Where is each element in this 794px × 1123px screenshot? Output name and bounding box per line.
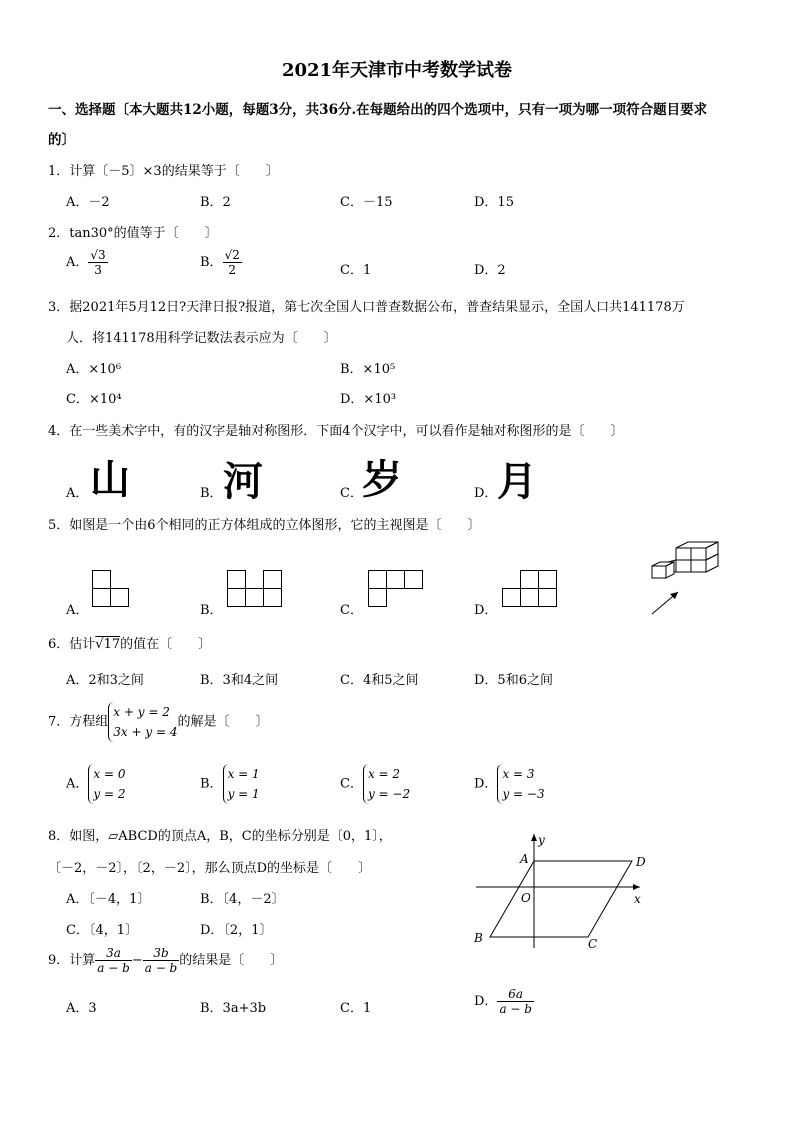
label-b: B (474, 931, 483, 945)
q7-option-c (340, 764, 410, 804)
q4-option-b: B． (200, 486, 223, 501)
q9-option-a: A．3 (66, 1001, 97, 1016)
q5-stem: 5．如图是一个由6个相同的正方体组成的立体图形，它的主视图是〔 〕 (48, 518, 481, 533)
q9-option-b: B．3a+3b (200, 1001, 267, 1016)
label-c: C (588, 937, 598, 951)
system-line: y = 1 (227, 787, 260, 801)
q3-stem-line1: 3．据2021年5月12日?天津日报?报道，第七次全国人口普查数据公布，普查结果显示，全国人口共141178万 (48, 300, 685, 315)
q5-option-c-figure (368, 570, 426, 608)
q8-option-c: C．〔4，1〕 (66, 923, 138, 938)
q7-option-a-system (88, 764, 125, 804)
q1-option-d: D．15 (474, 195, 514, 210)
q7-stem-post: 的解是〔 〕 (177, 714, 269, 730)
system-line: y = −2 (367, 787, 411, 801)
q7-option-b-system (223, 764, 260, 804)
q1-option-c: C．－15 (340, 195, 393, 210)
q7-stem-pre: 7．方程组 (48, 714, 109, 730)
q4-option-c: C． (340, 486, 363, 501)
q9-option-d-label: D． (474, 994, 498, 1009)
q7-option-b-label: B． (200, 776, 223, 792)
q5-solid-figure (648, 540, 748, 620)
q2-option-c: C．1 (340, 263, 372, 278)
q2-option-a-fraction (88, 248, 107, 277)
section-heading-line2: 的〕 (48, 132, 75, 148)
fraction-numerator: 3b (143, 946, 180, 961)
q7-equation-2: 3x + y = 4 (113, 725, 178, 739)
q8-option-b: B．〔4，－2〕 (200, 892, 285, 907)
fraction-numerator: √2 (224, 248, 240, 262)
q4-char-shan: 山 (90, 457, 130, 503)
fraction-denominator: 3 (94, 263, 102, 277)
q7-option-c-system (363, 764, 410, 804)
system-line: x = 3 (502, 767, 535, 781)
fraction-denominator: a − b (144, 961, 178, 975)
system-line: x = 2 (367, 767, 401, 781)
q9-fraction-1 (95, 946, 132, 975)
q5-option-d-figure (502, 570, 560, 608)
label-d: D (636, 855, 646, 869)
q7-option-a-label: A． (66, 776, 89, 792)
q4-char-sui: 岁 (362, 457, 402, 503)
q5-option-b-figure (227, 570, 285, 608)
parallelogram (490, 861, 632, 937)
x-axis-arrow (633, 884, 640, 890)
q3-option-b: B．×10⁵ (340, 362, 396, 377)
q7-equation-1: x + y = 2 (113, 705, 170, 719)
q8-stem-line1: 8．如图，▱ABCD的顶点A，B，C的坐标分别是〔0，1〕， (48, 829, 392, 844)
q9-stem (48, 946, 283, 975)
q9-stem-pre: 9．计算 (48, 953, 96, 968)
q9-option-d-fraction (497, 987, 534, 1016)
q8-stem-line2: 〔－2，－2〕，〔2，－2〕，那么顶点D的坐标是〔 〕 (48, 861, 372, 876)
q4-stem: 4．在一些美术字中，有的汉字是轴对称图形．下面4个汉字中，可以看作是轴对称图形的是〔 〕 (48, 424, 624, 439)
label-a: A (520, 852, 529, 866)
q7-option-a (66, 764, 126, 804)
q8-option-a: A．〔－4，1〕 (66, 892, 151, 907)
q3-option-c: C．×10⁴ (66, 392, 122, 407)
q6-radical: √17 (95, 637, 121, 652)
fraction-numerator: √3 (90, 248, 106, 262)
q7-stem (48, 702, 268, 742)
q2-option-b-label: B． (200, 255, 223, 270)
q3-option-a: A．×10⁶ (66, 362, 122, 377)
q6-option-d: D．5和6之间 (474, 673, 553, 688)
fraction-numerator: 6a (497, 987, 534, 1002)
q7-option-c-label: C． (340, 776, 363, 792)
q6-stem-pre: 6．估计 (48, 637, 96, 652)
q5-option-d: D． (474, 603, 498, 618)
q7-option-d-label: D． (474, 776, 498, 792)
system-line: x = 1 (227, 767, 260, 781)
q8-coordinate-figure (470, 830, 650, 955)
fraction-denominator: 2 (228, 263, 237, 277)
page-title: 2021年天津市中考数学试卷 (281, 60, 513, 81)
q4-char-yue: 月 (497, 459, 537, 505)
q7-option-d-system (497, 764, 544, 804)
q9-option-c: C．1 (340, 1001, 372, 1016)
fraction-denominator: a − b (97, 961, 130, 975)
system-line: x = 0 (93, 767, 126, 781)
q9-stem-post: 的结果是〔 〕 (179, 953, 284, 968)
section-heading-line1: 一、选择题〔本大题共12小题，每题3分，共36分.在每题给出的四个选项中，只有一项为哪一项符合题目要求 (48, 102, 708, 118)
q7-system (108, 702, 177, 742)
system-line: y = 2 (93, 787, 126, 801)
q5-option-a: A． (66, 603, 89, 618)
q6-option-c: C．4和5之间 (340, 673, 419, 688)
q6-stem-post: 的值在〔 〕 (120, 637, 212, 652)
q6-option-a: A．2和3之间 (66, 673, 144, 688)
q2-option-b-fraction (223, 248, 242, 277)
q6-stem (48, 633, 211, 652)
q9-minus-sign: − (131, 953, 143, 968)
q3-option-d: D．×10³ (340, 392, 397, 407)
q2-stem: 2．tan30°的值等于〔 〕 (48, 226, 218, 241)
q4-option-a: A． (66, 486, 89, 501)
q2-option-b (200, 248, 242, 277)
q4-char-he: 河 (223, 459, 263, 505)
q8-option-d: D．〔2，1〕 (200, 923, 273, 938)
q7-option-d (474, 764, 545, 804)
q7-option-b (200, 764, 260, 804)
q2-option-a-label: A． (66, 255, 89, 270)
q2-option-a (66, 248, 108, 277)
q2-option-d: D．2 (474, 263, 506, 278)
label-y: y (538, 833, 545, 847)
q1-stem: 1．计算〔－5〕×3的结果等于〔 〕 (48, 164, 279, 179)
y-axis-arrow (531, 834, 537, 841)
q5-option-a-figure (92, 570, 132, 608)
q4-option-d: D． (474, 486, 498, 501)
q3-stem-line2: 人．将141178用科学记数法表示应为〔 〕 (66, 331, 337, 346)
fraction-denominator: a − b (499, 1002, 532, 1016)
q9-option-d (474, 987, 534, 1016)
label-o: O (521, 891, 531, 905)
fraction-numerator: 3a (95, 946, 132, 961)
q1-option-a: A．－2 (66, 195, 110, 210)
q5-option-b: B． (200, 603, 223, 618)
label-x: x (634, 892, 641, 906)
system-line: y = −3 (502, 787, 545, 801)
q1-option-b: B．2 (200, 195, 231, 210)
q9-fraction-2 (143, 946, 180, 975)
q5-option-c: C． (340, 603, 363, 618)
q6-option-b: B．3和4之间 (200, 673, 279, 688)
